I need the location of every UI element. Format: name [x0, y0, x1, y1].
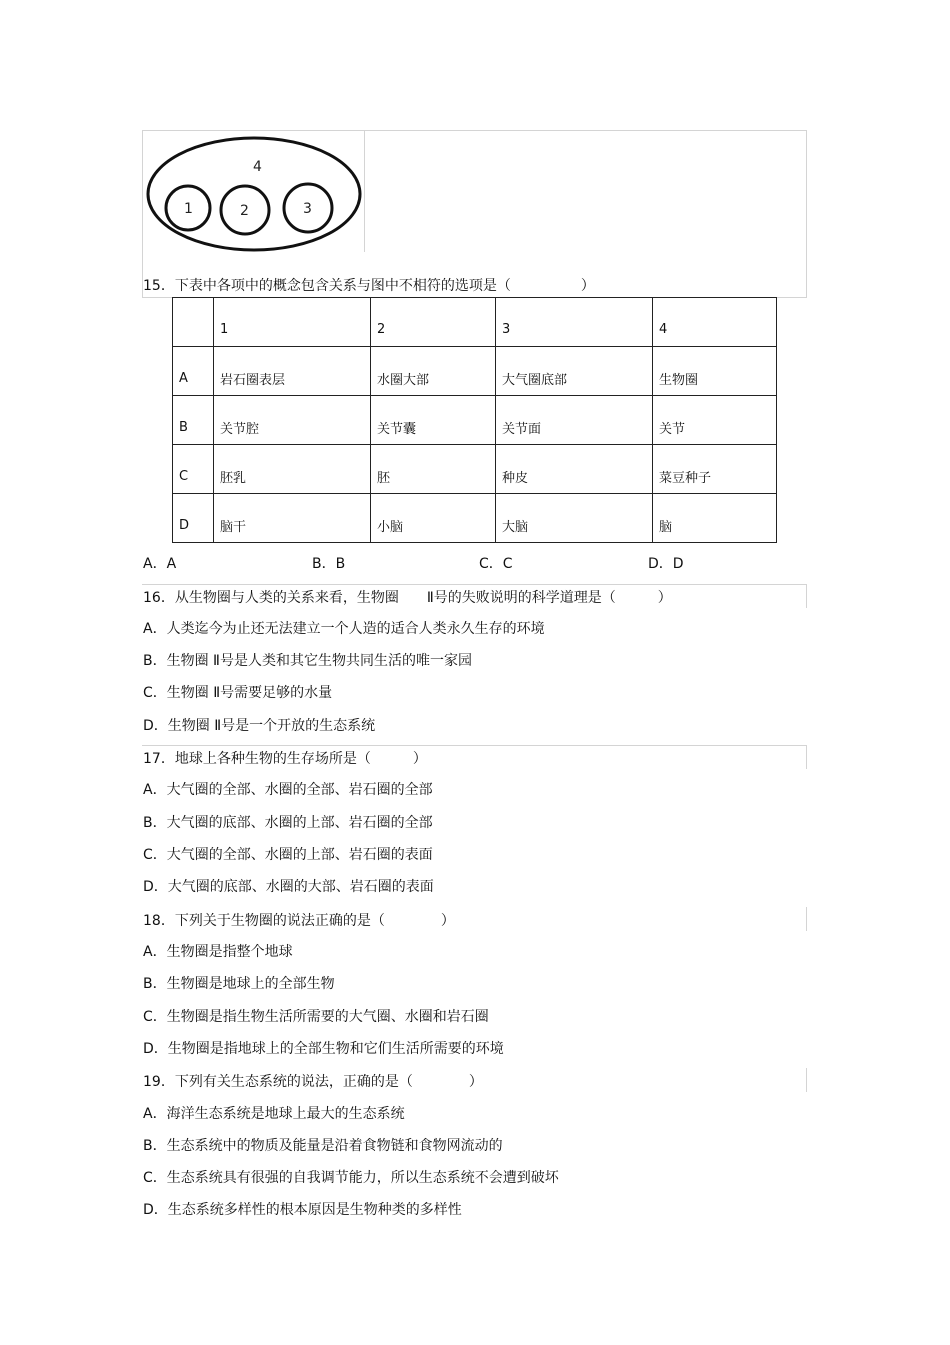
q17-option-a[interactable]: A．大气圈的全部、水圈的全部、岩石圈的全部: [143, 782, 433, 798]
table-cell: D: [173, 494, 214, 543]
table-cell: C: [173, 445, 214, 494]
table-cell: [173, 298, 214, 347]
question-15-stem: 15．下表中各项中的概念包含关系与图中不相符的选项是（ ）: [143, 278, 595, 294]
table-row: [173, 494, 777, 543]
q18-option-c[interactable]: C．生物圈是指生物生活所需要的大气圈、水圈和岩石圈: [143, 1009, 489, 1025]
table-cell: 脑: [653, 494, 777, 543]
table-cell: 菜豆种子: [653, 445, 777, 494]
q18-option-b[interactable]: B．生物圈是地球上的全部生物: [143, 976, 335, 992]
table-row: [173, 445, 777, 494]
table-cell: 胚乳: [214, 445, 371, 494]
table-cell: 大气圈底部: [496, 347, 653, 396]
q15-option-a[interactable]: A．A: [143, 556, 177, 572]
frame-line: [142, 584, 807, 585]
table-cell: 生物圈: [653, 347, 777, 396]
frame-line: [806, 130, 807, 298]
q19-option-a[interactable]: A．海洋生态系统是地球上最大的生态系统: [143, 1106, 405, 1122]
table-cell: B: [173, 396, 214, 445]
table-header-cell: 1: [214, 298, 371, 347]
q16-option-a[interactable]: A．人类迄今为止还无法建立一个人造的适合人类永久生存的环境: [143, 621, 545, 637]
q15-option-d[interactable]: D．D: [648, 556, 684, 572]
table-cell: 关节腔: [214, 396, 371, 445]
q17-option-c[interactable]: C．大气圈的全部、水圈的上部、岩石圈的表面: [143, 847, 433, 863]
q18-option-a[interactable]: A．生物圈是指整个地球: [143, 944, 293, 960]
table-cell: 关节: [653, 396, 777, 445]
concept-table: [172, 297, 777, 543]
q15-option-b[interactable]: B．B: [312, 556, 346, 572]
frame-line: [806, 584, 807, 608]
frame-line: [806, 745, 807, 769]
frame-line: [806, 1068, 807, 1092]
table-header-cell: 2: [371, 298, 496, 347]
table-cell: 关节面: [496, 396, 653, 445]
q16-option-d[interactable]: D．生物圈 Ⅱ号是一个开放的生态系统: [143, 718, 376, 734]
q17-option-b[interactable]: B．大气圈的底部、水圈的上部、岩石圈的全部: [143, 815, 433, 831]
table-cell: 种皮: [496, 445, 653, 494]
q17-option-d[interactable]: D．大气圈的底部、水圈的大部、岩石圈的表面: [143, 879, 434, 895]
q19-option-d[interactable]: D．生态系统多样性的根本原因是生物种类的多样性: [143, 1202, 462, 1218]
q16-option-c[interactable]: C．生物圈 Ⅱ号需要足够的水量: [143, 685, 333, 701]
table-cell: 关节囊: [371, 396, 496, 445]
question-18-stem: 18．下列关于生物圈的说法正确的是（ ）: [143, 913, 455, 929]
q16-option-b[interactable]: B．生物圈 Ⅱ号是人类和其它生物共同生活的唯一家园: [143, 653, 472, 669]
concept-diagram: [143, 131, 365, 253]
table-header-cell: 4: [653, 298, 777, 347]
diagram-label-4: 4: [253, 159, 262, 175]
table-cell: 胚: [371, 445, 496, 494]
table-row: [173, 347, 777, 396]
table-row: [173, 396, 777, 445]
frame-line: [806, 907, 807, 931]
q19-option-c[interactable]: C．生态系统具有很强的自我调节能力，所以生态系统不会遭到破坏: [143, 1170, 559, 1186]
question-17-stem: 17．地球上各种生物的生存场所是（ ）: [143, 751, 427, 767]
table-header-cell: 3: [496, 298, 653, 347]
q18-option-d[interactable]: D．生物圈是指地球上的全部生物和它们生活所需要的环境: [143, 1041, 504, 1057]
diagram-label-3: 3: [303, 201, 312, 217]
q15-option-c[interactable]: C．C: [479, 556, 513, 572]
diagram-label-2: 2: [240, 203, 249, 219]
question-19-stem: 19．下列有关生态系统的说法，正确的是（ ）: [143, 1074, 483, 1090]
question-16-stem: 16．从生物圈与人类的关系来看，生物圈 Ⅱ号的失败说明的科学道理是（ ）: [143, 590, 672, 606]
table-cell: 大脑: [496, 494, 653, 543]
table-cell: 水圈大部: [371, 347, 496, 396]
table-cell: 岩石圈表层: [214, 347, 371, 396]
table-cell: 脑干: [214, 494, 371, 543]
table-cell: 小脑: [371, 494, 496, 543]
q19-option-b[interactable]: B．生态系统中的物质及能量是沿着食物链和食物网流动的: [143, 1138, 503, 1154]
diagram-label-1: 1: [184, 201, 193, 217]
frame-line: [142, 745, 807, 746]
table-cell: A: [173, 347, 214, 396]
table-header-row: [173, 298, 777, 347]
